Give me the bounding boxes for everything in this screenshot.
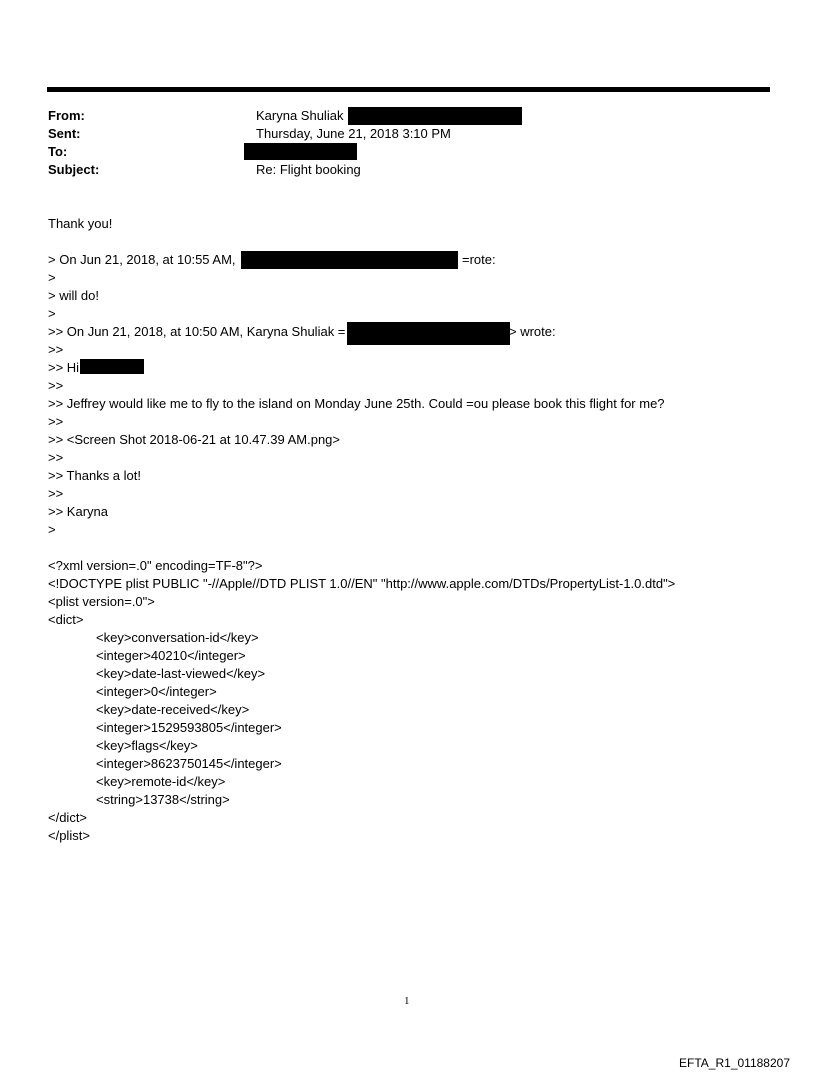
redaction-to — [244, 143, 357, 160]
subject-value: Re: Flight booking — [256, 162, 361, 177]
quote-line-14: >> — [48, 486, 64, 501]
header-rule — [47, 87, 770, 92]
subject-label: Subject: — [48, 162, 100, 177]
plist-key-1: <key>conversation-id</key> — [96, 630, 259, 645]
plist-key-2: <key>date-last-viewed</key> — [96, 666, 266, 681]
redaction-sender-2 — [347, 322, 510, 345]
plist-close: </plist> — [48, 828, 90, 843]
quote-line-5b: > wrote: — [509, 324, 556, 339]
plist-key-5: <key>remote-id</key> — [96, 774, 226, 789]
quote-line-11: >> <Screen Shot 2018-06-21 at 10.47.39 AM.png> — [48, 432, 340, 447]
sent-value: Thursday, June 21, 2018 3:10 PM — [256, 126, 451, 141]
quote-line-1a: > On Jun 21, 2018, at 10:55 AM, — [48, 252, 236, 267]
quote-line-12: >> — [48, 450, 64, 465]
plist-value-5: <string>13738</string> — [96, 792, 230, 807]
redaction-greeting-name — [80, 359, 144, 374]
quote-line-10: >> — [48, 414, 64, 429]
plist-open: <plist version=.0"> — [48, 594, 155, 609]
to-label: To: — [48, 144, 68, 159]
dict-open: <dict> — [48, 612, 84, 627]
document-id: EFTA_R1_01188207 — [679, 1056, 790, 1070]
dict-close: </dict> — [48, 810, 88, 825]
doctype-line: <!DOCTYPE plist PUBLIC "-//Apple//DTD PLIST 1.0//EN" "http://www.apple.com/DTDs/PropertyList-1.0.dtd"> — [48, 576, 676, 591]
redaction-from-email — [348, 107, 522, 125]
plist-value-1: <integer>40210</integer> — [96, 648, 246, 663]
quote-line-1b: =rote: — [462, 252, 496, 267]
quote-line-16: > — [48, 522, 56, 537]
greeting-text: Thank you! — [48, 216, 113, 231]
quote-line-8: >> — [48, 378, 64, 393]
page-number: 1 — [404, 995, 410, 1007]
quote-line-3: > will do! — [48, 288, 99, 303]
plist-key-4: <key>flags</key> — [96, 738, 198, 753]
quote-line-5a: >> On Jun 21, 2018, at 10:50 AM, Karyna Shuliak = — [48, 324, 346, 339]
quote-line-9: >> Jeffrey would like me to fly to the island on Monday June 25th. Could =ou please book this flight for me? — [48, 396, 665, 411]
quote-line-13: >> Thanks a lot! — [48, 468, 141, 483]
quote-line-2: > — [48, 270, 56, 285]
from-label: From: — [48, 108, 85, 123]
plist-value-4: <integer>8623750145</integer> — [96, 756, 282, 771]
quote-line-4: > — [48, 306, 56, 321]
quote-line-7: >> Hi — [48, 360, 80, 375]
quote-line-15: >> Karyna — [48, 504, 108, 519]
plist-key-3: <key>date-received</key> — [96, 702, 250, 717]
xml-declaration: <?xml version=.0" encoding=TF-8"?> — [48, 558, 263, 573]
from-value: Karyna Shuliak — [256, 108, 344, 123]
plist-value-2: <integer>0</integer> — [96, 684, 217, 699]
sent-label: Sent: — [48, 126, 81, 141]
plist-value-3: <integer>1529593805</integer> — [96, 720, 282, 735]
redaction-sender-1 — [241, 251, 458, 269]
quote-line-6: >> — [48, 342, 64, 357]
